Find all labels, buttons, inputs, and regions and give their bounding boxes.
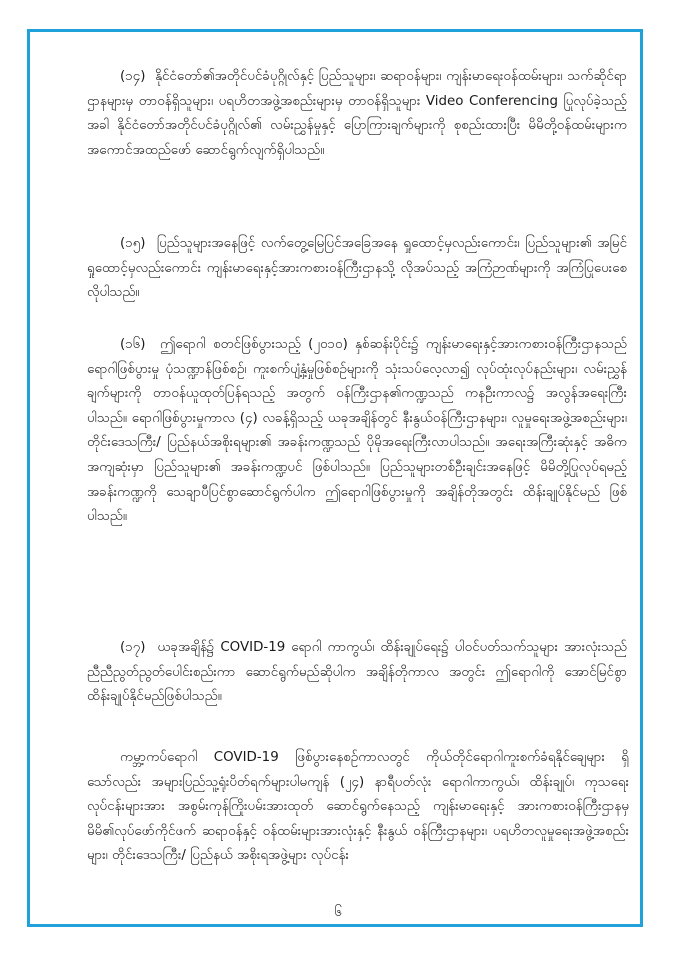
list-item <box>87 65 627 163</box>
document-page <box>27 29 643 927</box>
item-text: ပြည်သူများအနေဖြင့် လက်တွေ့မြေပြင်အခြေအနေ ရှုထောင့်မှလည်းကောင်း၊ ပြည်သူများ၏ အမြင်ရှုထောင့်မှလည်းကောင်း ကျန်းမာရေးနှင့်အားကစားဝန်ကြီးဌာနသို့ လိုအပ်သည့် အကြံဉာဏ်များကို အကြံပြုပေးစေလိုပါသည်။ <box>87 236 628 301</box>
item-number: (၁၆) <box>120 337 146 352</box>
item-text: နိုင်ငံတော်၏အတိုင်ပင်ခံပုဂ္ဂိုလ်နှင့် ပြည်သူများ၊ ဆရာဝန်များ၊ ကျန်းမာရေးဝန်ထမ်းများ၊ သက်ဆိုင်ရာဌာနများမှ တာဝန်ရှိသူများ၊ ပရဟိတအဖွဲ့အစည်းများမှ တာဝန်ရှိသူများ Video Conferencing ပြုလုပ်ခဲ့သည့်အခါ နိုင်ငံတော်အတိုင်ပင်ခံပုဂ္ဂိုလ်၏ လမ်းညွှန်မှုနှင့် ပြောကြားချက်များကို စုစည်းထားပြီး မိမိတို့ဝန်ထမ်းများက အကောင်အထည်ဖော် ဆောင်ရွက်လျက်ရှိပါသည်။ <box>87 69 627 158</box>
item-number: (၁၇) <box>120 640 146 655</box>
item-text: ဤရောဂါ စတင်ဖြစ်ပွားသည့် (၂၀၁၀) နှစ်ဆန်းပိုင်း၌ ကျန်းမာရေးနှင့်အားကစားဝန်ကြီးဌာနသည် ရောဂါဖြစ်ပွားမှု ပုံသဏ္ဍာန်ဖြစ်စဉ်၊ ကူးစက်ပျံ့နှံ့မှုဖြစ်စဉ်များကို သုံးသပ်လေ့လာ၍ လုပ်ထုံးလုပ်နည်းများ၊ လမ်းညွှန်ချက်များကို တာဝန်ယူထုတ်ပြန်ရသည့် အတွက် ဝန်ကြီးဌာန၏ကဏ္ဍသည် ကနဦးကာလ၌ အလွန်အရေးကြီးပါသည်။ ရောဂါဖြစ်ပွားမှုကာလ (၄) လခန့်ရှိသည့် ယခုအချိန်တွင် နီးနွယ်ဝန်ကြီးဌာနများ၊ လူမှုရေးအဖွဲ့အစည်းများ၊ တိုင်းဒေသကြီး/ ပြည်နယ်အစိုးရများ၏ အခန်းကဏ္ဍသည် ပိုမိုအရေးကြီးလာပါသည်။ အရေးအကြီးဆုံးနှင့် အဓိကအကျဆုံးမှာ ပြည်သူများ၏ အခန်းကဏ္ဍပင် ဖြစ်ပါသည်။ ပြည်သူများတစ်ဦးချင်းအနေဖြင့် မိမိတို့ပြုလုပ်ရမည့် အခန်းကဏ္ဍကို သေချာပီပြင်စွာဆောင်ရွက်ပါက ဤရောဂါဖြစ်ပွားမှုကို အချိန်တိုအတွင်း ထိန်းချုပ်နိုင်မည် ဖြစ်ပါသည်။ <box>87 337 627 525</box>
closing-paragraph: ကမ္ဘာ့ကပ်ရောဂါ COVID-19 ဖြစ်ပွားနေစဉ်ကာလတွင် ကိုယ်တိုင်ရောဂါကူးစက်ခံရနိုင်ချေများ ရှိသော်လည်း အများပြည်သူ့ရုံးပိတ်ရက်များပါမကျန် (၂၄) နာရီပတ်လုံး ရောဂါကာကွယ်၊ ထိန်းချုပ်၊ ကုသရေးလုပ်ငန်းများအား အစွမ်းကုန်ကြိုးပမ်းအားထုတ် ဆောင်ရွက်နေသည့် ကျန်းမာရေးနှင့် အားကစားဝန်ကြီးဌာနမှ မိမိ၏လုပ်ဖော်ကိုင်ဖက် ဆရာဝန်နှင့် ဝန်ထမ်းများအားလုံးနှင့် နီးနွယ် ဝန်ကြီးဌာနများ၊ ပရဟိတလူမှုရေးအဖွဲ့အစည်းများ၊ တိုင်းဒေသကြီး/ ပြည်နယ် အစိုးရအဖွဲ့များ လုပ်ငန်း <box>87 750 629 864</box>
list-item <box>87 636 627 710</box>
item-number: (၁၄) <box>120 69 146 84</box>
item-number: (၁၅) <box>120 236 146 251</box>
page-number: ၆ <box>334 905 342 920</box>
list-item <box>87 232 627 306</box>
item-text: ယခုအချိန်၌ COVID-19 ရောဂါ ကာကွယ်၊ ထိန်းချုပ်ရေး၌ ပါဝင်ပတ်သက်သူများ အားလုံးသည် ညီညီညွတ်ညွတ်ပေါင်းစည်းကာ ဆောင်ရွက်မည်ဆိုပါက အချိန်တိုကာလ အတွင်း ဤရောဂါကို အောင်မြင်စွာ ထိန်းချုပ်နိုင်မည်ဖြစ်ပါသည်။ <box>87 640 628 705</box>
list-item <box>87 333 627 530</box>
